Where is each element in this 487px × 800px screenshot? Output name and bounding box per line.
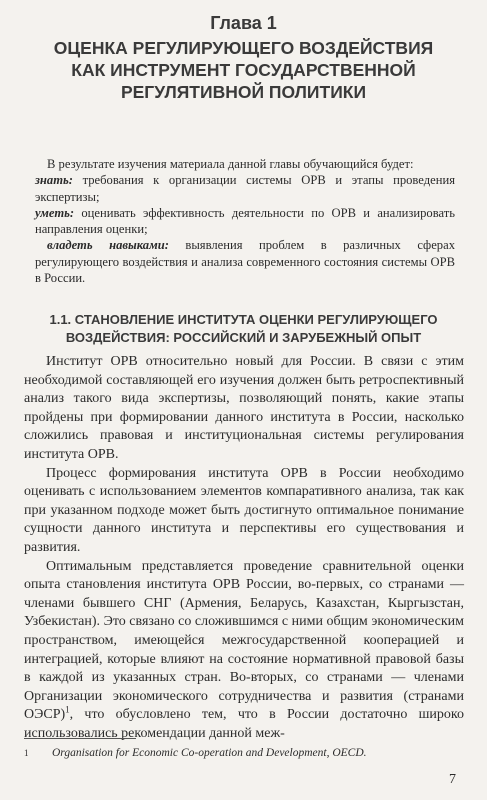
paragraph: Институт ОРВ относительно новый для России. В связи с этим необходимой составляющей его изучения должен быть ретроспективный анализ такого вида экспертизы, позволяющий понять, какие этапы пройдены при формировании данного института в России, насколько сложились правовая и институциональная системы регулирования института ОРВ.	[24, 354, 464, 462]
objectives-intro: В результате изучения материала данной главы обучающийся будет:	[47, 157, 414, 171]
footnote-rule	[24, 738, 136, 739]
objective-know-label: знать:	[35, 173, 73, 188]
section-title-line: ВОЗДЕЙСТВИЯ: РОССИЙСКИЙ И ЗАРУБЕЖНЫЙ ОПЫТ	[65, 329, 422, 345]
chapter-title	[0, 37, 487, 103]
footnote-number: 1	[24, 748, 29, 758]
chapter-label: Глава 1	[210, 13, 277, 33]
paragraph-text-cont: , что обусловлено тем, что в России достаточно широко использовались рекомендации данной меж-	[24, 707, 464, 741]
section-heading	[0, 311, 487, 346]
paragraph	[24, 558, 464, 744]
paragraph-text: Оптимальным представляется проведение сравнительной оценки опыта становления института ОРВ России, во-первых, со странами — членами бывшего СНГ (Армения, Беларусь, Казахстан, Кыргызстан, Узбекистан). Это связано со сложившимся с ними общим экономическим пространством, имеющейся межгосударственной кооперацией и интеграцией, которые влияют на состояние нормативной правовой базы в каждой из указанных стран. Во-вторых, со странами — членами Организации экономического сотрудничества и развития (странами ОЭСР)	[24, 558, 464, 723]
footnote-marker: 1	[65, 704, 70, 715]
objective-can-label: уметь:	[35, 205, 75, 220]
section-title-line: 1.1. СТАНОВЛЕНИЕ ИНСТИТУТА ОЦЕНКИ РЕГУЛИРУЮЩЕГО	[49, 312, 438, 327]
learning-objectives	[35, 156, 455, 286]
objective-know	[35, 172, 455, 205]
objective-skills-label: владеть навыками:	[47, 238, 169, 253]
objective-can	[35, 205, 455, 238]
objective-can-text: оценивать эффективность деятельности по ОРВ и анализировать направления оценки;	[35, 205, 455, 237]
footnote	[24, 746, 464, 760]
chapter-title-line: РЕГУЛЯТИВНОЙ ПОЛИТИКИ	[120, 82, 367, 102]
footnote-text: Organisation for Economic Co-operation and Development, OECD.	[52, 747, 367, 759]
paragraph: Процесс формирования института ОРВ в России необходимо оценивать с использованием элементов компаративного анализа, так как при указанном подходе может быть достигнуто оптимальное понимание сущности данного института и перспективы его существования и развития.	[24, 465, 464, 555]
chapter-heading	[0, 12, 487, 103]
body-text	[24, 353, 464, 743]
objective-skills-text: выявления проблем в различных сферах регулирующего воздействия и анализа современного состояния системы ОРВ в России.	[35, 238, 455, 286]
page-number: 7	[449, 772, 456, 787]
chapter-title-line: КАК ИНСТРУМЕНТ ГОСУДАРСТВЕННОЙ	[71, 60, 416, 80]
objective-know-text: требования к организации системы ОРВ и этапы проведения экспертизы;	[35, 173, 455, 204]
chapter-title-line: ОЦЕНКА РЕГУЛИРУЮЩЕГО ВОЗДЕЙСТВИЯ	[53, 38, 434, 58]
objective-skills	[35, 237, 455, 286]
